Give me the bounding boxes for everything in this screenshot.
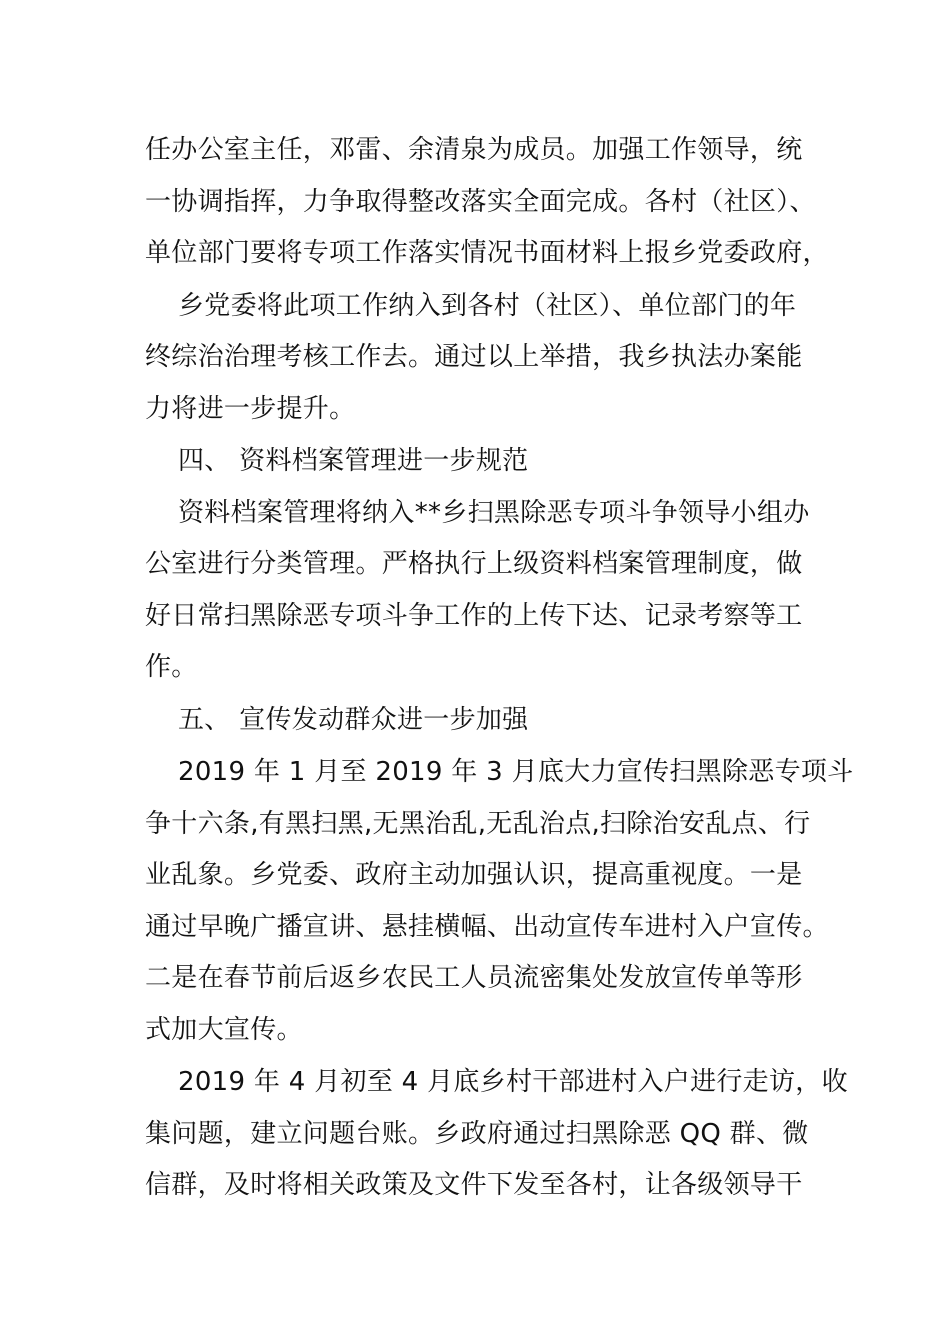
- text-line: 通过早晚广播宣讲、悬挂横幅、出动宣传车进村入户宣传。: [145, 912, 829, 942]
- text-line: 好日常扫黑除恶专项斗争工作的上传下达、记录考察等工: [145, 601, 803, 631]
- section-heading: 五、 宣传发动群众进一步加强: [178, 705, 529, 735]
- text-line: 终综治治理考核工作去。通过以上举措，我乡执法办案能: [145, 342, 803, 372]
- section-heading: 四、 资料档案管理进一步规范: [178, 446, 529, 476]
- text-line: 一协调指挥，力争取得整改落实全面完成。各村（社区）、: [145, 187, 816, 217]
- text-line: 集问题，建立问题台账。乡政府通过扫黑除恶 QQ 群、微: [145, 1119, 809, 1149]
- paragraph-first-line: 乡党委将此项工作纳入到各村（社区）、单位部门的年: [178, 291, 797, 321]
- text-line: 力将进一步提升。: [145, 394, 356, 424]
- text-line: 任办公室主任，邓雷、余清泉为成员。加强工作领导，统: [145, 135, 803, 165]
- text-line: 单位部门要将专项工作落实情况书面材料上报乡党委政府，: [145, 238, 829, 268]
- paragraph-first-line: 2019 年 1 月至 2019 年 3 月底大力宣传扫黑除恶专项斗: [178, 757, 854, 787]
- text-line: 作。: [145, 652, 198, 682]
- text-line: 业乱象。乡党委、政府主动加强认识，提高重视度。一是: [145, 860, 803, 890]
- text-line: 争十六条,有黑扫黑,无黑治乱,无乱治点,扫除治安乱点、行: [145, 809, 811, 839]
- paragraph-first-line: 资料档案管理将纳入**乡扫黑除恶专项斗争领导小组办: [178, 498, 810, 528]
- paragraph-first-line: 2019 年 4 月初至 4 月底乡村干部进村入户进行走访，收: [178, 1067, 848, 1097]
- text-line: 信群，及时将相关政策及文件下发至各村，让各级领导干: [145, 1170, 803, 1200]
- text-line: 式加大宣传。: [145, 1015, 303, 1045]
- text-line: 公室进行分类管理。严格执行上级资料档案管理制度，做: [145, 549, 803, 579]
- text-line: 二是在春节前后返乡农民工人员流密集处发放宣传单等形: [145, 963, 803, 993]
